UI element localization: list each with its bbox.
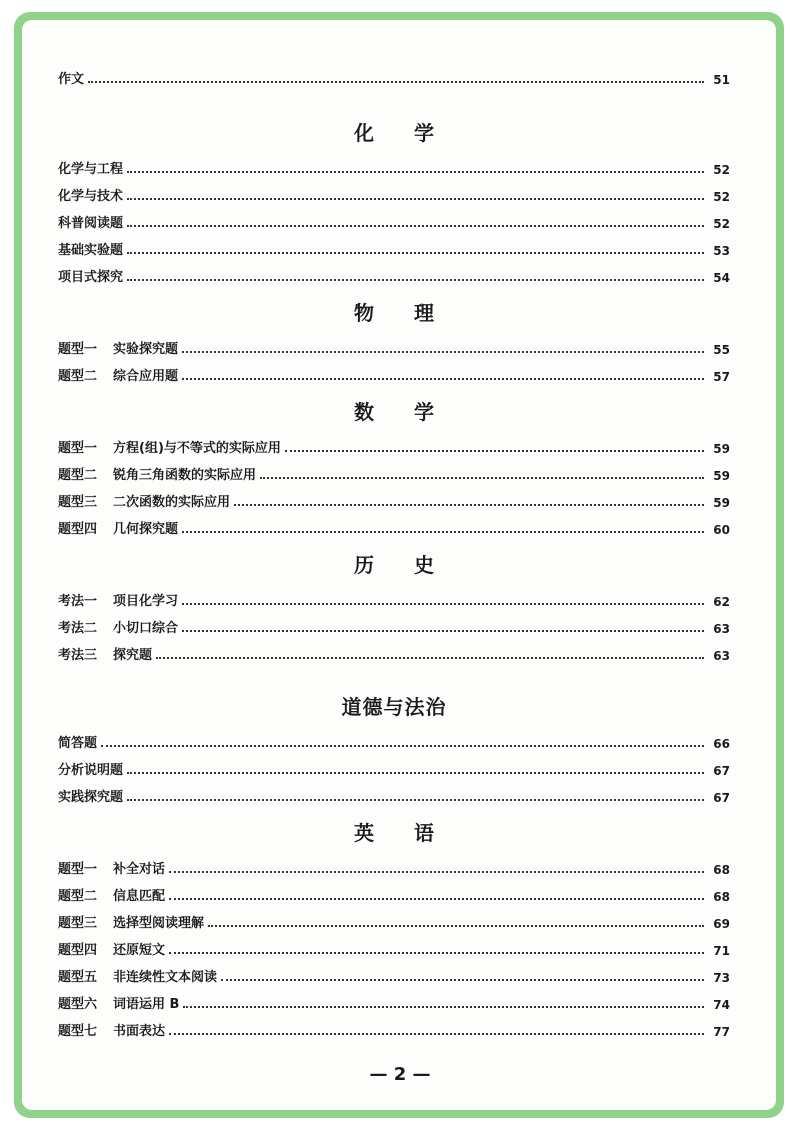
toc-entry-label: 基础实验题 <box>58 243 124 258</box>
dot-leader <box>88 80 704 83</box>
toc-entry-label: 化学与技术 <box>58 189 124 204</box>
toc-entry-label: 题型二 综合应用题 <box>58 369 179 384</box>
toc-page-number: 63 <box>713 649 730 663</box>
toc-entry-label: 作文 <box>58 72 85 87</box>
toc-entry-label: 题型三 选择型阅读理解 <box>58 916 205 931</box>
toc-entry[interactable] <box>58 150 730 177</box>
toc-page-number: 52 <box>713 217 730 231</box>
toc-entry-label: 题型四 几何探究题 <box>58 522 179 537</box>
toc-page-number: 59 <box>713 469 730 483</box>
dot-leader <box>285 449 704 452</box>
toc-entry-label: 题型六 词语运用 B <box>58 997 180 1012</box>
toc-entry-sublabel: 小切口综合 <box>113 621 179 636</box>
dot-leader <box>221 978 704 981</box>
toc-entry[interactable] <box>58 330 730 357</box>
toc-page-number: 57 <box>713 370 730 384</box>
section-heading: 道德与法治 <box>341 695 447 719</box>
dot-leader <box>183 1005 704 1008</box>
dot-leader <box>127 170 704 173</box>
section-heading: 物理 <box>354 301 474 325</box>
dot-leader <box>169 897 704 900</box>
toc-entry[interactable] <box>58 1012 730 1039</box>
toc-entry-label: 考法一 项目化学习 <box>58 594 179 609</box>
toc-entry[interactable] <box>58 456 730 483</box>
dot-leader <box>182 530 704 533</box>
toc-page-number: 77 <box>713 1025 730 1039</box>
toc-entry[interactable] <box>58 582 730 609</box>
dot-leader <box>182 629 704 632</box>
toc-page-number: 59 <box>713 442 730 456</box>
toc-entry-label: 考法二 小切口综合 <box>58 621 179 636</box>
toc-entry-sublabel: 信息匹配 <box>113 889 166 904</box>
dot-leader <box>169 951 704 954</box>
dot-leader <box>182 377 704 380</box>
section-heading: 化学 <box>354 121 474 145</box>
toc-entry-label: 题型一 实验探究题 <box>58 342 179 357</box>
toc-entry-sublabel: 项目化学习 <box>113 594 179 609</box>
toc-page-number: 51 <box>713 73 730 87</box>
toc-entry[interactable] <box>58 429 730 456</box>
toc-entry[interactable] <box>58 985 730 1012</box>
toc-entry[interactable] <box>58 60 730 87</box>
toc-entry-label: 题型二 信息匹配 <box>58 889 166 904</box>
toc-page-number: 68 <box>713 863 730 877</box>
toc-entry-label: 题型三 二次函数的实际应用 <box>58 495 231 510</box>
toc-entry-sublabel: 几何探究题 <box>113 522 179 537</box>
toc-page-number: 74 <box>713 998 730 1012</box>
toc-page-number: 59 <box>713 496 730 510</box>
dot-leader <box>234 503 704 506</box>
dot-leader <box>127 251 704 254</box>
dot-leader <box>182 350 704 353</box>
toc-page-number: 62 <box>713 595 730 609</box>
toc-entry[interactable] <box>58 778 730 805</box>
toc-page-number: 60 <box>713 523 730 537</box>
toc-entry-sublabel: 方程(组)与不等式的实际应用 <box>113 441 281 456</box>
toc-page-number: 54 <box>713 271 730 285</box>
toc-entry-label: 简答题 <box>58 736 98 751</box>
toc-entry[interactable] <box>58 177 730 204</box>
toc-entry-label: 题型七 书面表达 <box>58 1024 166 1039</box>
dot-leader <box>208 924 704 927</box>
toc-entry-sublabel: 综合应用题 <box>113 369 179 384</box>
toc-entry-sublabel: 书面表达 <box>113 1024 166 1039</box>
toc-page-number: 66 <box>713 737 730 751</box>
toc-entry[interactable] <box>58 204 730 231</box>
dot-leader <box>127 798 704 801</box>
section-heading: 英语 <box>354 821 474 845</box>
dot-leader <box>260 476 704 479</box>
toc-entry-label: 化学与工程 <box>58 162 124 177</box>
dot-leader <box>127 771 704 774</box>
toc-page-number: 52 <box>713 163 730 177</box>
dot-leader <box>127 197 704 200</box>
toc-entry-sublabel: 锐角三角函数的实际应用 <box>113 468 257 483</box>
toc-entry-sublabel: 词语运用 B <box>113 997 180 1012</box>
toc-page-number: 52 <box>713 190 730 204</box>
dot-leader <box>156 656 704 659</box>
toc-entry-sublabel: 二次函数的实际应用 <box>113 495 231 510</box>
toc-page-number: 53 <box>713 244 730 258</box>
toc-page-number: 69 <box>713 917 730 931</box>
toc-entry[interactable] <box>58 483 730 510</box>
toc-entry[interactable] <box>58 258 730 285</box>
toc-entry[interactable] <box>58 877 730 904</box>
dot-leader <box>101 744 704 747</box>
toc-entry[interactable] <box>58 850 730 877</box>
toc-entry[interactable] <box>58 231 730 258</box>
dot-leader <box>127 224 704 227</box>
dot-leader <box>169 1032 704 1035</box>
dot-leader <box>169 870 704 873</box>
toc-entry[interactable] <box>58 904 730 931</box>
section-heading: 历史 <box>354 553 474 577</box>
toc-entry[interactable] <box>58 931 730 958</box>
toc-page-number: 68 <box>713 890 730 904</box>
toc-entry-label: 题型五 非连续性文本阅读 <box>58 970 218 985</box>
toc-entry-sublabel: 选择型阅读理解 <box>113 916 205 931</box>
toc-entry-sublabel: 实验探究题 <box>113 342 179 357</box>
toc-entry-label: 题型一 补全对话 <box>58 862 166 877</box>
toc-entry-label: 题型四 还原短文 <box>58 943 166 958</box>
page-number: — 2 — <box>369 1064 431 1085</box>
toc-entry[interactable] <box>58 609 730 636</box>
toc-entry-label: 实践探究题 <box>58 790 124 805</box>
toc-page-number: 73 <box>713 971 730 985</box>
toc-entry-label: 考法三 探究题 <box>58 648 153 663</box>
toc-page-number: 71 <box>713 944 730 958</box>
toc-entry-sublabel: 探究题 <box>113 648 153 663</box>
toc-entry[interactable] <box>58 724 730 751</box>
toc-page-number: 63 <box>713 622 730 636</box>
toc-entry-label: 题型二 锐角三角函数的实际应用 <box>58 468 257 483</box>
toc-entry-sublabel: 补全对话 <box>113 862 166 877</box>
toc-entry-label: 项目式探究 <box>58 270 124 285</box>
toc-page-number: 55 <box>713 343 730 357</box>
toc-entry[interactable] <box>58 958 730 985</box>
dot-leader <box>182 602 704 605</box>
section-heading: 数学 <box>354 400 474 424</box>
toc-entry[interactable] <box>58 751 730 778</box>
toc-entry-label: 题型一 方程(组)与不等式的实际应用 <box>58 441 281 456</box>
toc-entry[interactable] <box>58 636 730 663</box>
toc-entry-label: 分析说明题 <box>58 763 124 778</box>
toc-entry-sublabel: 非连续性文本阅读 <box>113 970 218 985</box>
toc-entry-label: 科普阅读题 <box>58 216 124 231</box>
toc-entry[interactable] <box>58 510 730 537</box>
toc-page-number: 67 <box>713 791 730 805</box>
toc-page-number: 67 <box>713 764 730 778</box>
toc-entry-sublabel: 还原短文 <box>113 943 166 958</box>
toc-entry[interactable] <box>58 357 730 384</box>
table-of-contents <box>58 60 730 1039</box>
dot-leader <box>127 278 704 281</box>
